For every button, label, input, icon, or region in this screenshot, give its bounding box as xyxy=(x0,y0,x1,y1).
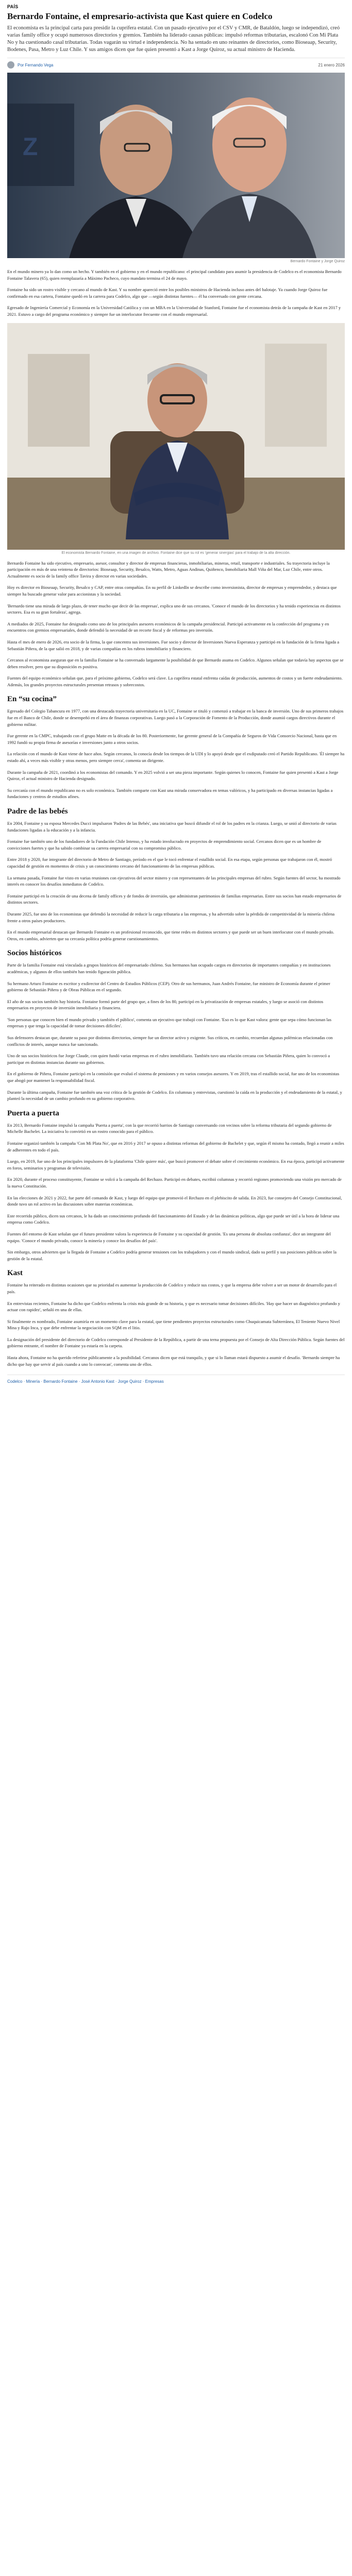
paragraph: En el mundo empresarial destacan que Bernardo Fontaine es un profesional reconocido, que tiene redes en distintos sectores y que puede ser un buen interlocutor con el mundo privado. Otros, en cambio, advierten que su cercanía política podría generar cuestionamientos. xyxy=(7,929,334,941)
paragraph: 'Bernardo tiene una mirada de largo plazo, de tener mucho que decir de las empresas', explica uno de sus cercanos. 'Conoce el mundo de los directorios y ha tenido experiencias en distintos sectores. Esa es su gran fortaleza', agrega. xyxy=(7,603,341,615)
paragraph: Egresado de Ingeniería Comercial y Economía en la Universidad Católica y con un MBA en la Universidad de Stanford, Fontaine fue el economista detrás de la campaña de Kast en 2017 y 2021. Estuvo a cargo del programa económico y siempre fue un interlocutor frecuente con el mundo empresarial. xyxy=(7,305,341,317)
paragraph: Luego, en 2019, fue uno de los principales impulsores de la plataforma 'Chile quiere más', que buscó promover el debate sobre el crecimiento económico. En esa época, participó activamente en foros, seminarios y programas de televisión. xyxy=(7,1159,345,1171)
paragraph: Bernardo Fontaine ha sido ejecutivo, empresario, asesor, consultor y director de empresas financieras, inmobiliarias, mineras, retail, transporte e industriales. Su trayectoria incluye la participación en más de una veintena de directorios: Bioseaap, Security, Besalco, Watts, Metro, Aguas Andinas, Quiñenco, Inmobiliaria Mall Viña del Mar, Luz Chile, entre otros. Actualmente es socio de la family office Tavira y director en varias sociedades. xyxy=(7,560,330,579)
paragraph: La semana pasada, Fontaine fue visto en varias reuniones con ejecutivos del sector minero y con representantes de las principales empresas del rubro. Según fuentes del sector, ha mostrado interés en conocer los desafíos inmediatos de Codelco. xyxy=(7,875,341,887)
paragraph: Egresado del Colegio Tabancura en 1977, con una destacada trayectoria universitaria en la UC, Fontaine se tituló y comenzó a trabajar en la banca de inversión. Uno de sus primeros trabajos fue en el Banco de Chile, donde se desempeñó en el área de finanzas corporativas. Luego pasó a la Corporación de Fomento de la Producción, donde asumió cargos directivos durante el gobierno militar. xyxy=(7,708,344,727)
paragraph: Su cercanía con el mundo republicano no es solo económica. También comparte con Kast una mirada conservadora en temas valóricos, y ha participado en diversas instancias ligadas a fundaciones y centros de estudios afines. xyxy=(7,787,333,800)
paragraph: En entrevistas recientes, Fontaine ha dicho que Codelco enfrenta la crisis más grande de su historia, y que es necesario tomar decisiones difíciles. 'Hay que hacer un diagnóstico profundo y actuar con rapidez', señaló en una de ellas. xyxy=(7,1300,340,1313)
portrait-photo-image xyxy=(7,323,345,550)
paragraph: Fuentes del entorno de Kast señalan que el futuro presidente valora la experiencia de Fontaine y su capacidad de gestión. 'Es una persona de absoluta confianza', dice un integrante del equipo. 'Conoce el mundo privado, conoce la minería y conoce los desafíos del país'. xyxy=(7,1231,331,1243)
paragraph: Este recorrido público, dicen sus cercanos, le ha dado un conocimiento profundo del funcionamiento del Estado y de las dinámicas políticas, algo que puede ser útil a la hora de liderar una empresa como Codelco. xyxy=(7,1213,340,1225)
section-heading: Puerta a puerta xyxy=(7,1109,59,1117)
byline xyxy=(7,58,345,73)
paragraph: Durante la campaña de 2021, coordinó a los economistas del comando. Y en 2025 volvió a ser una pieza importante. Según quienes lo conocen, Fontaine fue quien presentó a Kast a Jorge Quiroz, el actual ministro de Hacienda designado. xyxy=(7,769,339,782)
headline: Bernardo Fontaine, el empresario-activista que Kast quiere en Codelco xyxy=(7,11,273,21)
lead-photo-image xyxy=(7,73,345,258)
paragraph: 'Son personas que conocen bien el mundo privado y también el público', comenta un ejecutivo que trabajó con Fontaine. 'Eso es lo que Kast valora: gente que sepa cómo funcionan las empresas y que tenga la capacidad de tomar decisiones difíciles'. xyxy=(7,1016,331,1029)
author-name[interactable]: Por Fernando Vega xyxy=(18,62,54,67)
paragraph: En las elecciones de 2021 y 2022, fue parte del comando de Kast, y luego del equipo que promovió el Rechazo en el plebiscito de salida. En 2023, fue consejero del Consejo Constitucional, donde tuvo un rol activo en las discusiones sobre materias económicas. xyxy=(7,1195,342,1207)
paragraph: Durante la última campaña, Fontaine fue también una voz crítica de la gestión de Codelco. En columnas y entrevistas, cuestionó la caída en la producción y el endeudamiento de la estatal, y planteó la necesidad de un cambio profundo en su gobierno corporativo. xyxy=(7,1089,342,1101)
paragraph: Sin embargo, otros advierten que la llegada de Fontaine a Codelco podría generar tensiones con los trabajadores y con el mundo sindical, dado su perfil y sus posiciones públicas sobre la gestión de la estatal. xyxy=(7,1249,337,1261)
section-heading: Padre de las bebés xyxy=(7,807,68,816)
paragraph: Hoy es director en Bioseaap, Security, Besalco y CAP, entre otras compañías. En su perfil de LinkedIn se describe como inversionista, director de empresas y emprendedor, y destaca que siempre ha buscado generar valor para accionistas y la sociedad. xyxy=(7,585,337,597)
paragraph: Sus defensores destacan que, durante su paso por distintos directorios, siempre fue un director activo y exigente. Sus críticos, en cambio, recuerdan algunas polémicas relacionadas con conflictos de interés, aunque nunca fue sancionado. xyxy=(7,1035,333,1047)
portrait-photo-caption: El economista Bernardo Fontaine, en una imagen de archivo. Fontaine dice que su rol es 'generar sinergias' para el trabajo de la alta dirección. xyxy=(61,551,291,555)
paragraph: En 2020, durante el proceso constituyente, Fontaine se volcó a la campaña del Rechazo. Participó en debates, escribió columnas y recorrió regiones promoviendo una visión pro mercado de la nueva Constitución. xyxy=(7,1177,342,1189)
article-tags[interactable]: Codelco · Minería · Bernardo Fontaine · José Antonio Kast · Jorge Quiroz · Empresas xyxy=(7,1375,345,1384)
paragraph: Hasta el mes de enero de 2026, era socio de la firma, la que concentra sus inversiones. Fue socio y director de Inversiones Nueva Esperanza y participó en la fundación de la firma ligada a Sebastián Piñera, de la que salió en 2018, y de varias compañías en los rubros inmobiliario y financiero. xyxy=(7,639,340,651)
lede: El economista es la principal carta para presidir la cuprífera estatal. Con un pasado ejecutivo por el CSV y CMR, de Bataldón, luego se independizó, creó varias family office y ocupó numerosos directorios y gremios. También ha liderado causas públicas: impulsó reformas tributarias, escalonó Con Mi Plata No y ha cuestionado casal tributarias. Todas vagarán su virtud e independencia. No ha sentado en uno reinantes de directorios, como Bioseaap, Security, Bodenes, Pasa, Metro y Luz Chile. Y sus amigos dicen que fue quien presentó a Kast a Jorge Quiroz, su actual ministro de Hacienda. xyxy=(7,25,340,53)
author-avatar xyxy=(7,61,14,69)
paragraph: Hasta ahora, Fontaine no ha querido referirse públicamente a la posibilidad. Cercanos dicen que está tranquilo, y que si lo llaman estará dispuesto a asumir el desafío. 'Bernardo siempre ha dicho que hay que servir al país cuando a uno lo convocan', comenta uno de ellos. xyxy=(7,1355,340,1367)
portrait-photo xyxy=(7,323,345,550)
article-header xyxy=(0,0,352,73)
paragraph: Fuentes del equipo económico señalan que, para el próximo gobierno, Codelco será clave. La cuprífera estatal enfrenta caídas de producción, aumentos de costos y un fuerte endeudamiento. Además, los grandes proyectos estructurales presentan retrasos y sobrecostos. xyxy=(7,675,343,687)
lead-photo-caption: Bernardo Fontaine y Jorge Quiroz xyxy=(290,260,345,263)
section-heading: Kast xyxy=(7,1269,23,1278)
paragraph: Su hermano Arturo Fontaine es escritor y exdirector del Centro de Estudios Públicos (CEP). Otro de sus hermanos, Juan Andrés Fontaine, fue ministro de Economía durante el primer gobierno de Sebastián Piñera y de Obras Públicas en el segundo. xyxy=(7,980,330,993)
paragraph: En el gobierno de Piñera, Fontaine participó en la comisión que evaluó el sistema de pensiones y en varios consejos asesores. Y en 2019, tras el estallido social, fue uno de los economistas que abogó por mantener la responsabilidad fiscal. xyxy=(7,1071,340,1083)
section-kicker[interactable]: PAÍS xyxy=(7,4,19,9)
paragraph: Fontaine ha sido un rostro visible y cercano al mundo de Kast. Y su nombre apareció entre los posibles ministros de Hacienda incluso antes del balotaje. Ya cuando Jorge Quiroz fue confirmado en esa cartera, Fontaine quedó en la carrera para Codelco, algo que —según distintas fuentes— él ha conversado con gente cercana. xyxy=(7,287,328,299)
paragraph: Fontaine participó en la creación de una decena de family offices y de fondos de inversión, que administran patrimonios de familias empresarias. Entre sus socios han estado empresarios de distintos sectores. xyxy=(7,893,342,905)
paragraph: Uno de sus socios históricos fue Jorge Claude, con quien fundó varias empresas en el rubro inmobiliario. También tuvo una relación cercana con Sebastián Piñera, quien lo convocó a participar en distintas instancias durante sus gobiernos. xyxy=(7,1053,330,1065)
paragraph: Fontaine ha reiterado en distintas ocasiones que su prioridad es aumentar la producción de Codelco y reducir sus costos, y que la empresa debe volver a ser un motor de desarrollo para el país. xyxy=(7,1282,337,1294)
section-heading: En “su cocina” xyxy=(7,695,57,704)
paragraph: Parte de la familia Fontaine está vinculada a grupos históricos del empresariado chileno. Sus hermanos han ocupado cargos en directorios de importantes compañías y en instituciones académicas, y algunos de ellos también han tenido figuración pública. xyxy=(7,962,331,974)
article-body-a2 xyxy=(0,560,352,1384)
section-heading: Socios históricos xyxy=(7,949,62,958)
paragraph: Cercanos al economista aseguran que en la familia Fontaine se ha conversado largamente la posibilidad de que Bernardo asuma en Codelco. Algunos señalan que todavía hay aspectos que se deben resolver, pero que su disposición es positiva. xyxy=(7,657,344,669)
paragraph: La relación con el mundo de Kast viene de hace años. Según cercanos, lo conocía desde los tiempos de la UDI y lo apoyó desde que el exdiputado creó el Partido Republicano. 'Él siempre ha estado ahí, a veces más visible y otras menos, pero siempre cerca', comenta un dirigente. xyxy=(7,751,345,764)
paragraph: En 2004, Fontaine y su esposa Mercedes Ducci impulsaron 'Padres de las Bebés', una iniciativa que buscó difundir el rol de los padres en la crianza. Luego, se unió al directorio de varias fundaciones ligadas a la educación y a la infancia. xyxy=(7,821,337,833)
paragraph: Fontaine organizó también la campaña 'Con Mi Plata No', que en 2016 y 2017 se opuso a distintas reformas del gobierno de Bachelet y que, según él mismo ha contado, llegó a reunir a miles de adherentes en todo el país. xyxy=(7,1141,344,1153)
paragraph: La designación del presidente del directorio de Codelco corresponde al Presidente de la República, a partir de una terna propuesta por el Consejo de Alta Dirección Pública. Según fuentes del gobierno entrante, el nombre de Fontaine ya estaría en la carpeta. xyxy=(7,1336,345,1349)
paragraph: Durante 2025, fue uno de los economistas que defendió la necesidad de reducir la carga tributaria a las empresas, y ha advertido sobre la pérdida de competitividad de la minería chilena frente a otros países productores. xyxy=(7,911,335,923)
paragraph: En el mundo minero ya lo dan como un hecho. Y también en el gobierno y en el mundo republicano: el principal candidato para asumir la presidencia de Codelco es el economista Bernardo Fontaine Talavera (65), quien reemplazaría a Máximo Pacheco, cuyo mandato termina el 24 de mayo. xyxy=(7,269,342,281)
paragraph: Si finalmente es nombrado, Fontaine asumiría en un momento clave para la estatal, que tiene pendientes proyectos estructurales como Chuquicamata Subterránea, El Teniente Nuevo Nivel Mina y Rajo Inca, y que debe enfrentar la negociación con SQM en el litio. xyxy=(7,1318,340,1331)
paragraph: A mediados de 2025, Fontaine fue designado como uno de los principales asesores económicos de la campaña presidencial. Participó activamente en la confección del programa y en encuentros con gremios empresariales, donde defendió la necesidad de un recorte fiscal y de reformas pro inversión. xyxy=(7,621,329,633)
lead-photo xyxy=(7,73,345,258)
paragraph: Fue gerente en la CMPC, trabajando con el grupo Matte en la década de los 80. Posteriormente, fue gerente general de la Compañía de Seguros de Vida Consorcio Nacional, hasta que en 1992 fundó su propia firma de asesorías e inversiones junto a otros socios. xyxy=(7,733,337,745)
paragraph: El año de sus socios también hay historia. Fontaine formó parte del grupo que, a fines de los 80, participó en la privatización de empresas estatales, y luego se asoció con distintos empresarios en proyectos de inversión inmobiliaria y financiera. xyxy=(7,998,324,1011)
article-body-a xyxy=(0,268,352,318)
svg-text:Z: Z xyxy=(23,133,38,161)
paragraph: Entre 2018 y 2020, fue integrante del directorio de Metro de Santiago, período en el que le tocó enfrentar el estallido social. En esa etapa, según personas que trabajaron con él, mostró capacidad de gestión en momentos de crisis y un conocimiento cercano del funcionamiento de las empresas públicas. xyxy=(7,857,332,869)
publish-date: 21 enero 2026 xyxy=(318,62,345,67)
paragraph: En 2013, Bernardo Fontaine impulsó la campaña 'Puerta a puerta', con la que recorrió barrios de Santiago conversando con vecinos sobre la reforma tributaria del segundo gobierno de Michelle Bachelet. La iniciativa lo convirtió en un rostro conocido para el público. xyxy=(7,1122,332,1134)
paragraph: Fontaine fue también uno de los fundadores de la Fundación Chile Intenso, y ha estado involucrado en proyectos de emprendimiento social. Cercanos dicen que es un hombre de convicciones fuertes y que ha sabido combinar su carrera empresarial con su compromiso público. xyxy=(7,839,322,851)
